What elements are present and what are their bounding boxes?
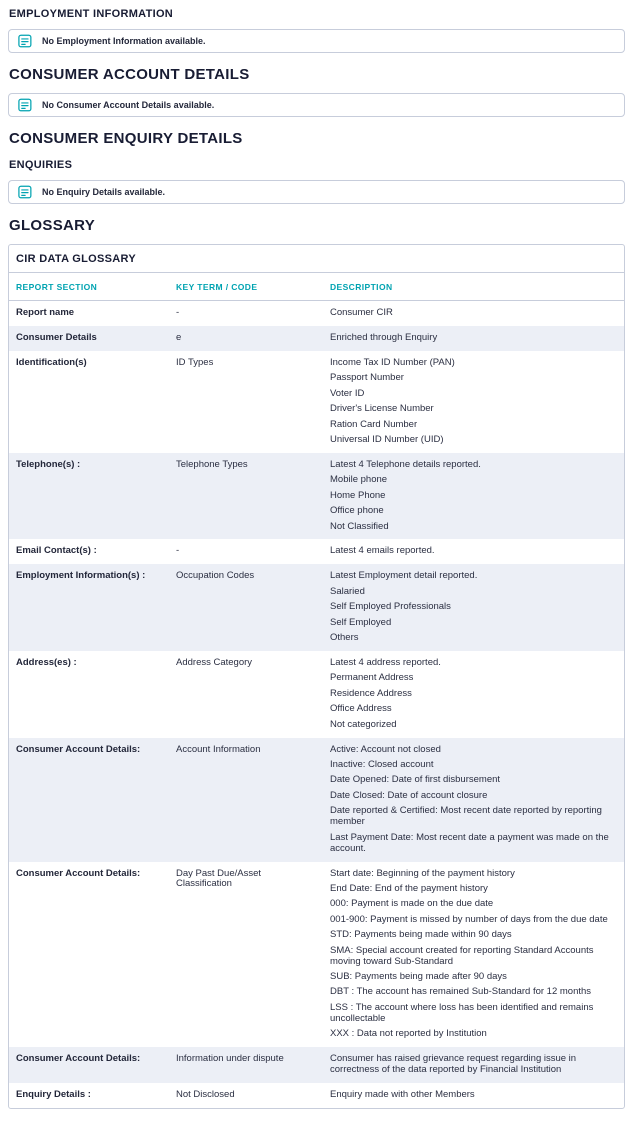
glossary-cell-description xyxy=(323,738,624,862)
glossary-cell-report-section: Employment Information(s) : xyxy=(16,570,146,582)
description-line: Date Opened: Date of first disbursement xyxy=(330,774,501,786)
description-line: Not Classified xyxy=(330,520,389,532)
glossary-cell-report-section: Address(es) : xyxy=(16,657,77,669)
glossary-cell-key-term: - xyxy=(176,307,180,318)
description-line: Date Closed: Date of account closure xyxy=(330,789,488,801)
description-line: Latest 4 emails reported. xyxy=(330,545,435,557)
glossary-cell-key-term: Information under dispute xyxy=(176,1053,284,1065)
glossary-cell-description xyxy=(323,1083,624,1108)
description-line: Driver's License Number xyxy=(330,403,434,415)
description-line: Residence Address xyxy=(330,687,412,699)
description-line: Passport Number xyxy=(330,372,404,384)
table-row xyxy=(9,862,624,1048)
column-header-description: DESCRIPTION xyxy=(323,273,624,301)
glossary-cell-description xyxy=(323,1047,624,1083)
glossary-cell-description xyxy=(323,539,624,564)
description-line: XXX : Data not reported by Institution xyxy=(330,1028,487,1040)
description-line: Start date: Beginning of the payment history xyxy=(330,867,515,879)
glossary-cell-key-term: e xyxy=(176,331,182,343)
description-line: Self Employed Professionals xyxy=(330,601,451,613)
glossary-cell-key-term: ID Types xyxy=(176,356,214,368)
glossary-cell-key-term: Address Category xyxy=(176,657,253,669)
glossary-cell-description xyxy=(323,564,624,651)
table-row xyxy=(9,301,624,326)
glossary-cell-report-section: Report name xyxy=(16,307,75,318)
glossary-table xyxy=(9,273,624,1108)
description-line: STD: Payments being made within 90 days xyxy=(330,929,512,941)
description-line: Others xyxy=(330,632,359,644)
description-line: Mobile phone xyxy=(330,474,388,486)
description-line: DBT : The account has remained Sub-Standard for 12 months xyxy=(330,986,592,998)
account-section-title: CONSUMER ACCOUNT DETAILS xyxy=(9,66,250,83)
employment-empty-message: No Employment Information available. xyxy=(42,36,206,46)
enquiry-empty-state xyxy=(8,180,625,204)
description-line: Inactive: Closed account xyxy=(330,759,434,771)
glossary-panel-title: CIR DATA GLOSSARY xyxy=(9,245,624,273)
glossary-cell-description xyxy=(323,301,624,326)
table-row xyxy=(9,453,624,540)
glossary-cell-description xyxy=(323,326,624,351)
glossary-cell-report-section: Consumer Account Details: xyxy=(16,867,141,879)
description-line: Home Phone xyxy=(330,489,386,501)
description-line: Active: Account not closed xyxy=(330,743,441,755)
description-line: Enriched through Enquiry xyxy=(330,331,438,343)
description-line: Not categorized xyxy=(330,718,397,730)
description-line: SUB: Payments being made after 90 days xyxy=(330,970,507,982)
description-line: 000: Payment is made on the due date xyxy=(330,898,494,910)
table-row xyxy=(9,651,624,738)
description-line: Permanent Address xyxy=(330,672,414,684)
description-line: SMA: Special account created for reporting Standard Accounts moving toward Sub-Standard xyxy=(330,944,594,967)
description-line: Office Address xyxy=(330,703,392,715)
account-empty-state xyxy=(8,93,625,117)
glossary-cell-key-term: Occupation Codes xyxy=(176,570,255,582)
description-line: Enquiry made with other Members xyxy=(330,1088,475,1100)
glossary-cell-report-section: Consumer Account Details: xyxy=(16,1053,141,1065)
glossary-cell-key-term: Account Information xyxy=(176,743,261,755)
description-line: LSS : The account where loss has been identified and remains uncollectable xyxy=(330,1001,594,1024)
glossary-cell-key-term: Telephone Types xyxy=(176,458,248,470)
glossary-cell-description xyxy=(323,651,624,738)
description-line: Latest 4 Telephone details reported. xyxy=(330,458,481,470)
table-row xyxy=(9,326,624,351)
glossary-cell-description xyxy=(323,351,624,453)
description-line: 001-900: Payment is missed by number of days from the due date xyxy=(330,913,608,925)
table-row xyxy=(9,351,624,453)
description-line: Salaried xyxy=(330,585,365,597)
enquiry-section-title: CONSUMER ENQUIRY DETAILS xyxy=(9,130,243,147)
description-line: Last Payment Date: Most recent date a payment was made on the account. xyxy=(330,831,609,854)
glossary-cell-report-section: Email Contact(s) : xyxy=(16,545,97,557)
description-line: Latest Employment detail reported. xyxy=(330,570,478,582)
description-line: Voter ID xyxy=(330,387,365,399)
glossary-section-title: GLOSSARY xyxy=(9,217,96,234)
description-line: Income Tax ID Number (PAN) xyxy=(330,356,455,368)
glossary-cell-report-section: Telephone(s) : xyxy=(16,458,81,470)
enquiries-subtitle: ENQUIRIES xyxy=(9,159,73,171)
glossary-cell-report-section: Identification(s) xyxy=(16,356,87,368)
enquiry-empty-message: No Enquiry Details available. xyxy=(42,187,166,197)
description-line: Self Employed xyxy=(330,616,392,628)
glossary-panel xyxy=(8,244,625,1109)
glossary-cell-report-section: Consumer Account Details: xyxy=(16,743,141,755)
description-line: Consumer has raised grievance request regarding issue in correctness of the data reported by Financial Institution xyxy=(330,1053,577,1075)
account-empty-message: No Consumer Account Details available. xyxy=(42,100,215,110)
table-row xyxy=(9,1047,624,1083)
column-header-key-term: KEY TERM / CODE xyxy=(169,273,323,301)
glossary-cell-description xyxy=(323,862,624,1048)
description-line: Consumer CIR xyxy=(330,307,393,318)
description-line: Ration Card Number xyxy=(330,418,418,430)
column-header-report-section: REPORT SECTION xyxy=(9,273,169,301)
glossary-cell-report-section: Enquiry Details : xyxy=(16,1088,91,1100)
glossary-header-row xyxy=(9,273,624,301)
employment-empty-state xyxy=(8,29,625,53)
table-row xyxy=(9,564,624,651)
description-line: Latest 4 address reported. xyxy=(330,657,441,669)
description-line: Universal ID Number (UID) xyxy=(330,433,444,445)
glossary-cell-description xyxy=(323,453,624,540)
document-lines-icon xyxy=(18,98,33,112)
document-lines-icon xyxy=(18,185,33,199)
glossary-cell-report-section: Consumer Details xyxy=(16,331,97,343)
description-line: Date reported & Certified: Most recent date reported by reporting member xyxy=(330,805,602,828)
document-lines-icon xyxy=(18,34,33,48)
description-line: End Date: End of the payment history xyxy=(330,882,488,894)
glossary-cell-key-term: Not Disclosed xyxy=(176,1088,235,1100)
description-line: Office phone xyxy=(330,505,384,517)
employment-section-title: EMPLOYMENT INFORMATION xyxy=(9,8,174,20)
glossary-cell-key-term: - xyxy=(176,545,180,557)
glossary-cell-key-term: Day Past Due/Asset Classification xyxy=(176,867,262,890)
table-row xyxy=(9,738,624,862)
table-row xyxy=(9,539,624,564)
table-row xyxy=(9,1083,624,1108)
glossary-rows xyxy=(9,301,624,1108)
